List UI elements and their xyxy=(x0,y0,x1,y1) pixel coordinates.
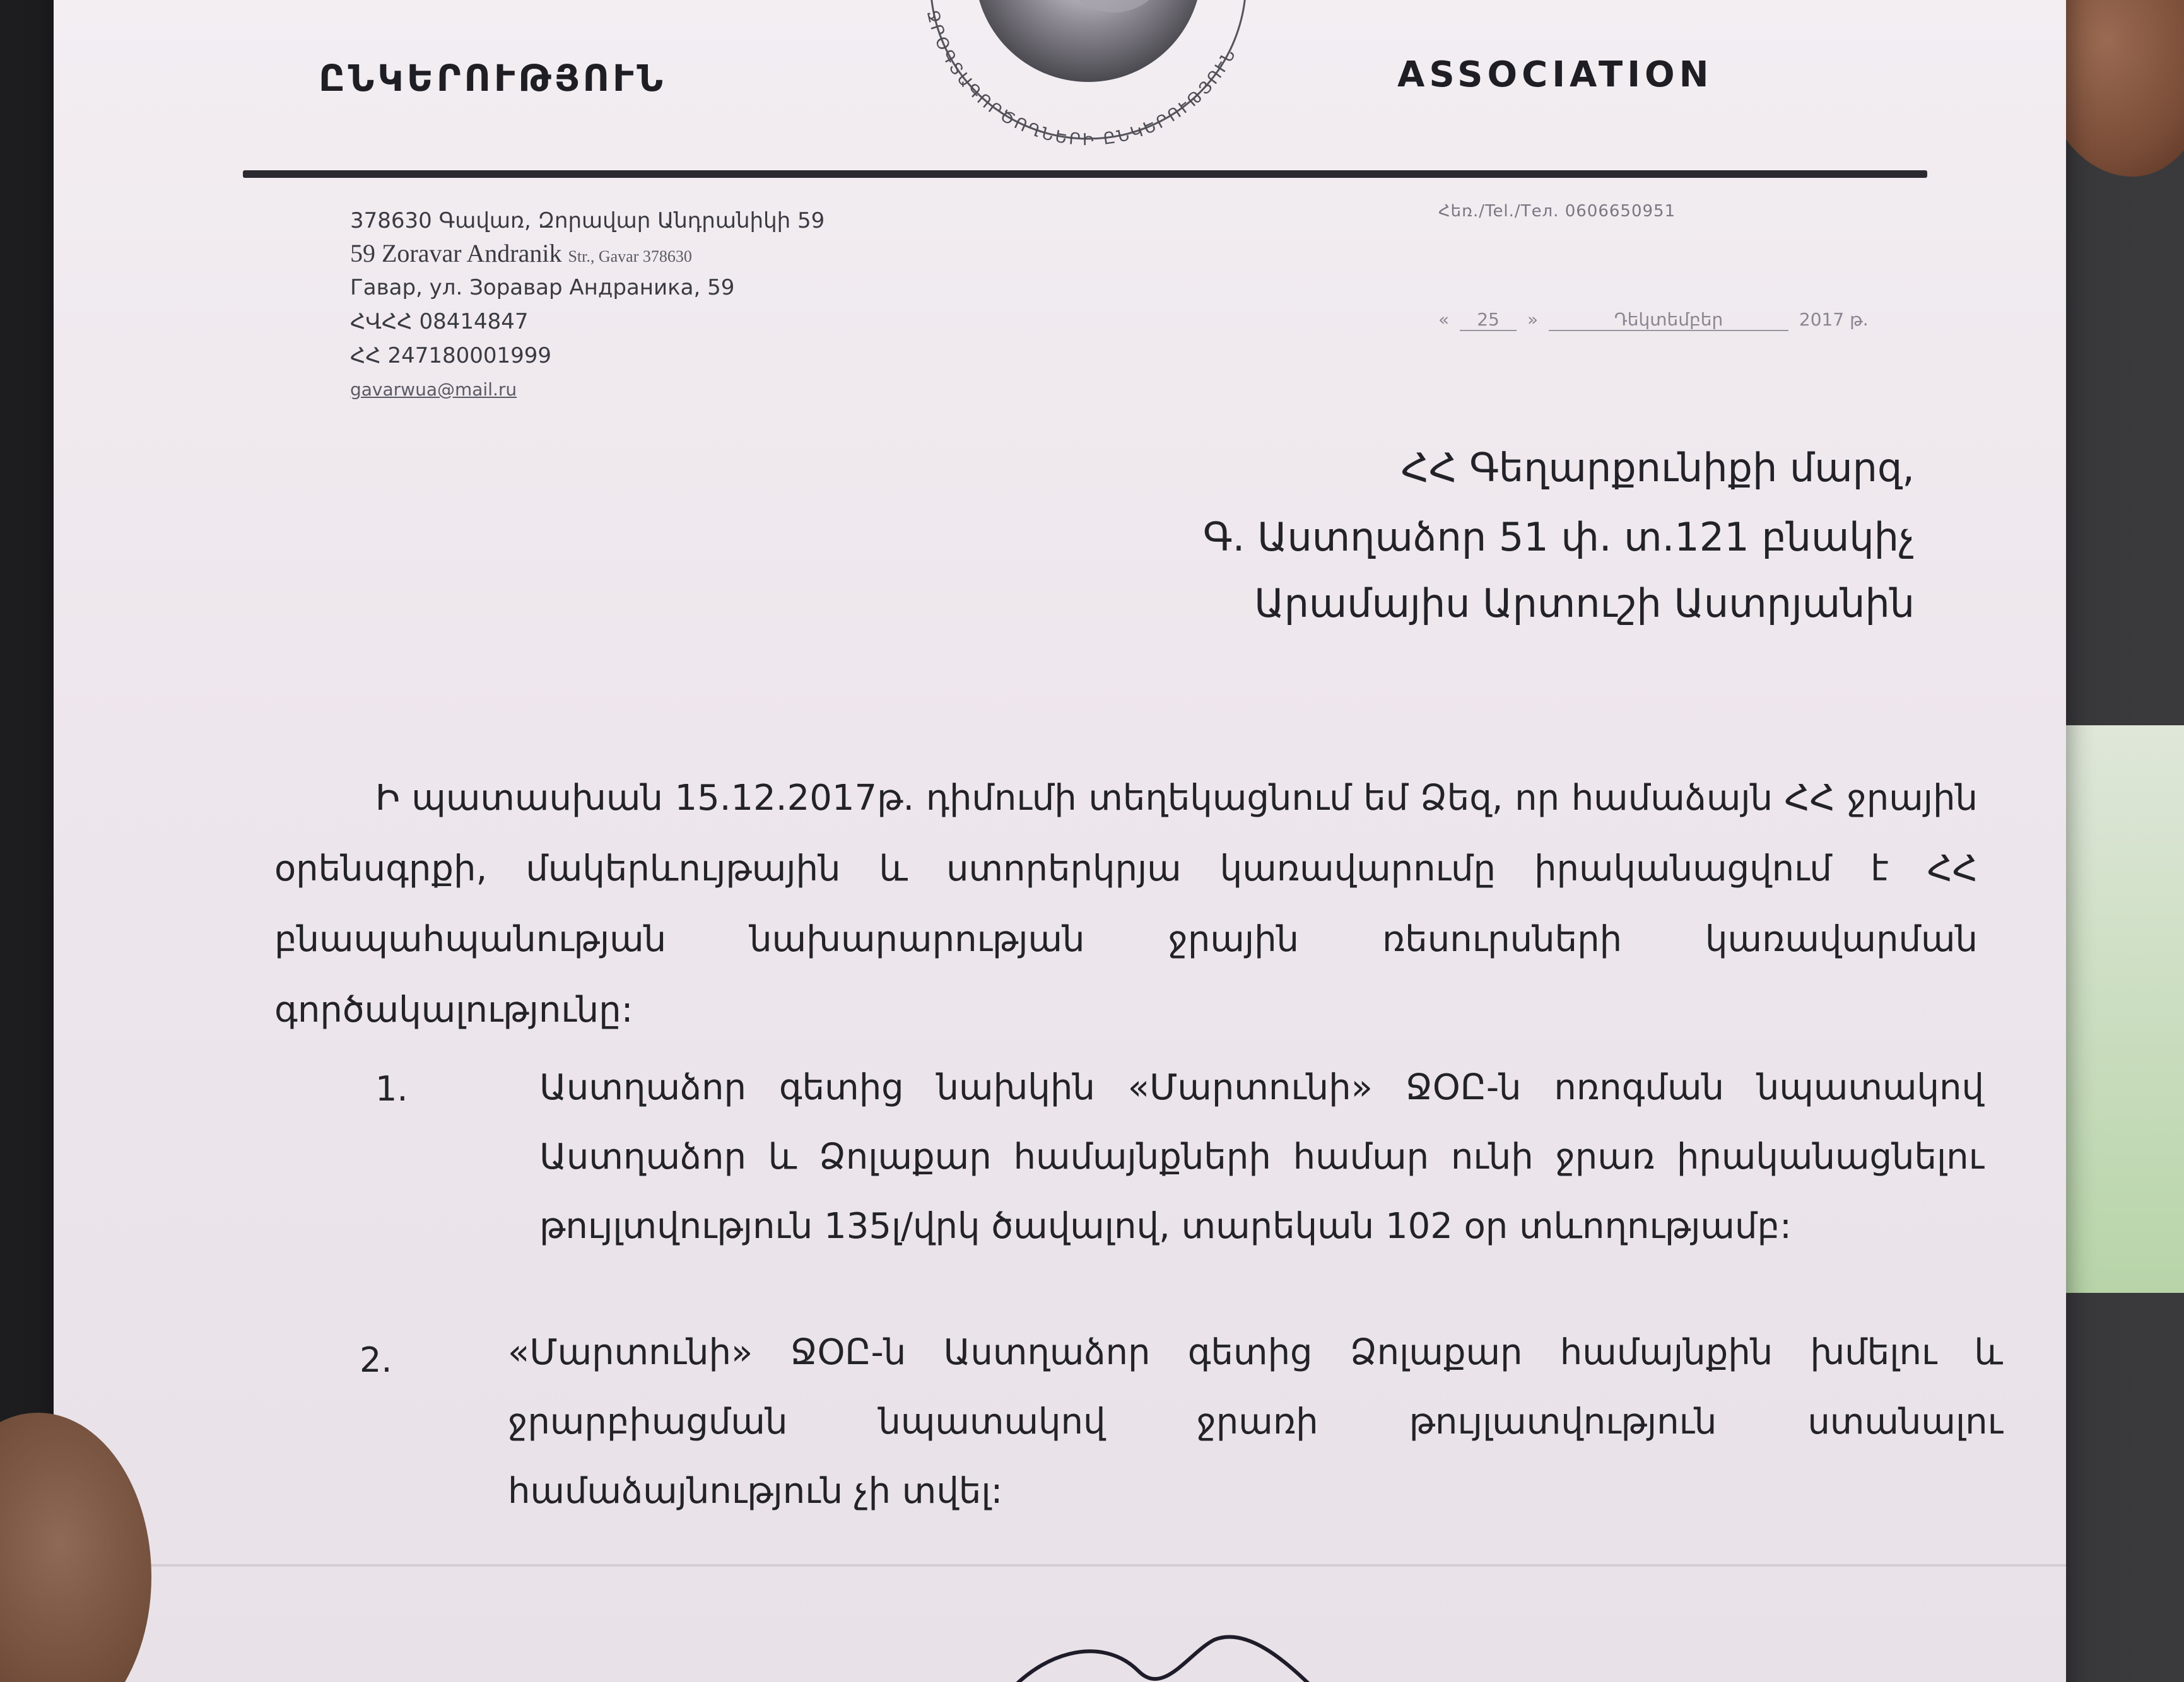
list-item-text: Աստղաձոր գետից նախկին «Մարտունի» ՋՕԸ-ն ոռոգման նպատակով Աստղաձոր և Ձոլաքար համայնքների համար ունի ջրառ իրականացնելու թույլտվություն 135լ/վրկ ծավալով, տարեկան 102 օր տևողությամբ: xyxy=(539,1067,1984,1247)
list-item-number: 1. xyxy=(375,1069,408,1109)
address-line-armenian: 378630 Գավառ, Զորավար Անդրանիկի 59 xyxy=(350,208,825,233)
recipient-name: Արամայիս Արտուշի Աստրյանին xyxy=(1254,580,1915,626)
letter-sheet xyxy=(54,0,2066,1682)
registration-number: ՀՀ 247180001999 xyxy=(350,343,552,368)
letterhead-title-english: ASSOCIATION xyxy=(1397,54,1713,95)
signature-stroke xyxy=(987,1577,1366,1682)
recipient-address: Գ. Աստղաձոր 51 փ. տ.121 բնակիչ xyxy=(1202,514,1915,560)
letter-date xyxy=(1438,309,1869,331)
list-item-number: 2. xyxy=(360,1340,392,1380)
date-year: 2017 թ. xyxy=(1799,309,1869,330)
letterhead-divider xyxy=(243,170,1927,178)
paper-fold-line xyxy=(54,1564,2066,1567)
tax-id: ՀՎՀՀ 08414847 xyxy=(350,309,529,334)
letterhead-title-armenian: ԸՆԿԵՐՈՒԹՅՈՒՆ xyxy=(319,57,666,100)
date-month: Դեկտեմբեր xyxy=(1549,309,1788,331)
address-line-english xyxy=(350,236,692,274)
date-open-quote: « xyxy=(1438,309,1450,330)
association-logo xyxy=(886,0,1290,151)
address-english-main: 59 Zoravar Andranik xyxy=(350,239,562,267)
email-link[interactable]: gavarwua@mail.ru xyxy=(350,379,517,400)
phone-number: Հեռ./Tel./Тел. 0606650951 xyxy=(1438,202,1676,221)
recipient-region: ՀՀ Գեղարքունիքի մարզ, xyxy=(1400,445,1915,491)
logo-sphere xyxy=(975,0,1202,82)
logo-ring-text: ՋՐՕԳՏԱԳՈՐԾՈՂՆԵՐԻ ԸՆԿԵՐՈՒԹՅՈՒՆ xyxy=(922,8,1241,149)
body-paragraph: Ի պատասխան 15.12.2017թ. դիմումի տեղեկացնում եմ Ձեզ, որ համաձայն ՀՀ ջրային օրենսգրքի, մակերևույթային և ստորերկրյա կառավարումը իրականացվում է ՀՀ բնապահպանության նախարարության ջրային ռեսուրսների կառավարման գործակալությունը: xyxy=(274,778,1978,1031)
address-english-small: Str., Gavar 378630 xyxy=(568,247,692,266)
date-day: 25 xyxy=(1460,309,1517,331)
date-mid-quote: » xyxy=(1527,309,1539,330)
letter-paper xyxy=(54,0,2066,1682)
list-item-text: «Մարտունի» ՋՕԸ-ն Աստղաձոր գետից Ձոլաքար համայնքին խմելու և ջրարբիացման նպատակով ջրառի թույլատվություն ստանալու համաձայնություն չի տվել: xyxy=(508,1332,2003,1512)
address-line-russian: Гавар, ул. Зоравар Андраника, 59 xyxy=(350,275,735,300)
